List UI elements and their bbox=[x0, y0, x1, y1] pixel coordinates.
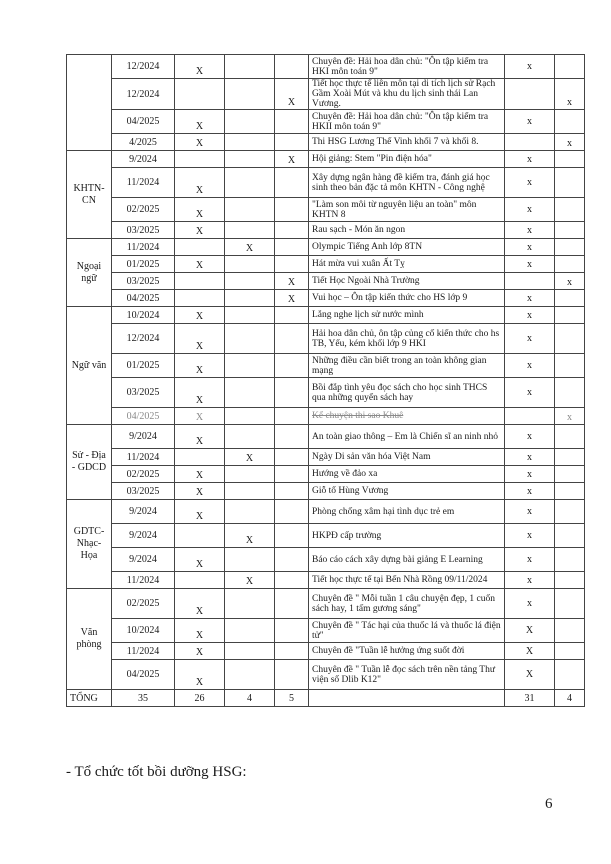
mark-cell: X bbox=[175, 324, 225, 354]
mark-cell bbox=[275, 222, 309, 239]
mark-cell: X bbox=[175, 168, 225, 198]
content-cell: Chuyên đề: Hải hoa dân chủ: "Ôn tập kiểm tra HKII môn toán 9" bbox=[309, 110, 505, 134]
content-cell: Rau sạch - Món ăn ngon bbox=[309, 222, 505, 239]
mark-cell bbox=[555, 110, 585, 134]
mark-cell: X bbox=[175, 307, 225, 324]
mark-cell bbox=[175, 572, 225, 589]
section-heading: - Tổ chức tốt bồi dưỡng HSG: bbox=[66, 764, 247, 780]
subject-cell: Sử - Địa - GDCD bbox=[67, 425, 112, 500]
subject-cell: GDTC-Nhạc-Họa bbox=[67, 500, 112, 589]
date-cell: 04/2025 bbox=[112, 408, 175, 425]
table-row bbox=[67, 168, 585, 198]
mark-cell: x bbox=[505, 378, 555, 408]
mark-cell bbox=[275, 572, 309, 589]
content-cell: Tiết học thực tế tại Bến Nhà Rồng 09/11/2024 bbox=[309, 572, 505, 589]
date-cell: 4/2025 bbox=[112, 134, 175, 151]
content-cell: Những điều cần biết trong an toàn không gian mạng bbox=[309, 354, 505, 378]
mark-cell bbox=[175, 151, 225, 168]
mark-cell bbox=[555, 378, 585, 408]
mark-cell: x bbox=[555, 134, 585, 151]
mark-cell: x bbox=[505, 589, 555, 619]
date-cell: 03/2025 bbox=[112, 483, 175, 500]
mark-cell: X bbox=[505, 643, 555, 660]
mark-cell bbox=[275, 425, 309, 449]
table-row bbox=[67, 425, 585, 449]
mark-cell bbox=[275, 660, 309, 690]
mark-cell bbox=[555, 660, 585, 690]
date-cell: 04/2025 bbox=[112, 290, 175, 307]
mark-cell bbox=[225, 256, 275, 273]
mark-cell bbox=[555, 324, 585, 354]
mark-cell: x bbox=[505, 572, 555, 589]
mark-cell bbox=[275, 55, 309, 79]
content-cell: An toàn giao thông – Em là Chiến sĩ an ninh nhỏ bbox=[309, 425, 505, 449]
total-col-1: 35 bbox=[112, 690, 175, 707]
table-row bbox=[67, 524, 585, 548]
mark-cell bbox=[175, 273, 225, 290]
content-cell: Hát mừa vui xuân Ất Tỵ bbox=[309, 256, 505, 273]
date-cell: 12/2024 bbox=[112, 324, 175, 354]
date-cell: 01/2025 bbox=[112, 354, 175, 378]
total-col-7: 4 bbox=[555, 690, 585, 707]
mark-cell bbox=[275, 324, 309, 354]
mark-cell: X bbox=[175, 256, 225, 273]
subject-cell: Văn phòng bbox=[67, 589, 112, 690]
table-row bbox=[67, 307, 585, 324]
mark-cell: x bbox=[505, 151, 555, 168]
total-col-6: 31 bbox=[505, 690, 555, 707]
subject-cell bbox=[67, 55, 112, 151]
total-col-3: 4 bbox=[225, 690, 275, 707]
mark-cell: x bbox=[505, 256, 555, 273]
date-cell: 9/2024 bbox=[112, 425, 175, 449]
mark-cell bbox=[555, 256, 585, 273]
mark-cell bbox=[225, 660, 275, 690]
date-cell: 12/2024 bbox=[112, 55, 175, 79]
mark-cell bbox=[555, 483, 585, 500]
table-row bbox=[67, 548, 585, 572]
mark-cell bbox=[175, 290, 225, 307]
mark-cell: X bbox=[225, 239, 275, 256]
mark-cell bbox=[225, 619, 275, 643]
mark-cell bbox=[275, 110, 309, 134]
content-cell: Ngày Di sản văn hóa Việt Nam bbox=[309, 449, 505, 466]
total-col-2: 26 bbox=[175, 690, 225, 707]
mark-cell bbox=[555, 572, 585, 589]
mark-cell: X bbox=[175, 110, 225, 134]
content-cell: Bồi đắp tình yêu đọc sách cho học sinh THCS qua những quyển sách hay bbox=[309, 378, 505, 408]
mark-cell: X bbox=[175, 466, 225, 483]
mark-cell: X bbox=[175, 198, 225, 222]
mark-cell bbox=[275, 307, 309, 324]
subject-cell: Ngoại ngữ bbox=[67, 239, 112, 307]
mark-cell bbox=[225, 198, 275, 222]
mark-cell bbox=[225, 79, 275, 110]
mark-cell: x bbox=[505, 483, 555, 500]
date-cell: 04/2025 bbox=[112, 660, 175, 690]
content-cell: Chuyên đề: Hải hoa dân chủ: "Ôn tập kiểm tra HKI môn toán 9" bbox=[309, 55, 505, 79]
table-body bbox=[67, 55, 585, 690]
mark-cell bbox=[275, 239, 309, 256]
mark-cell: X bbox=[175, 378, 225, 408]
mark-cell bbox=[225, 55, 275, 79]
mark-cell bbox=[275, 619, 309, 643]
mark-cell: X bbox=[225, 449, 275, 466]
mark-cell: x bbox=[505, 307, 555, 324]
mark-cell: x bbox=[505, 168, 555, 198]
content-cell: Hải hoa dân chủ, ôn tập củng cố kiến thức cho hs TB, Yếu, kém khối lớp 9 HKI bbox=[309, 324, 505, 354]
mark-cell: X bbox=[175, 500, 225, 524]
mark-cell bbox=[275, 198, 309, 222]
total-col-5 bbox=[309, 690, 505, 707]
total-label: TỔNG bbox=[67, 690, 112, 707]
date-cell: 04/2025 bbox=[112, 110, 175, 134]
table-row bbox=[67, 79, 585, 110]
mark-cell bbox=[555, 500, 585, 524]
content-cell: Giỗ tổ Hùng Vương bbox=[309, 483, 505, 500]
mark-cell bbox=[555, 425, 585, 449]
mark-cell bbox=[225, 290, 275, 307]
content-cell: Chuyên đề "Tuần lễ hưởng ứng suốt đời bbox=[309, 643, 505, 660]
mark-cell bbox=[225, 222, 275, 239]
table-row bbox=[67, 500, 585, 524]
table-row bbox=[67, 466, 585, 483]
mark-cell: x bbox=[505, 55, 555, 79]
mark-cell bbox=[225, 500, 275, 524]
mark-cell bbox=[555, 466, 585, 483]
content-cell: Thi HSG Lương Thế Vinh khối 7 và khối 8. bbox=[309, 134, 505, 151]
mark-cell: X bbox=[175, 222, 225, 239]
content-cell: Hướng về đảo xa bbox=[309, 466, 505, 483]
mark-cell bbox=[225, 408, 275, 425]
mark-cell bbox=[225, 354, 275, 378]
content-cell: HKPĐ cấp trường bbox=[309, 524, 505, 548]
mark-cell bbox=[555, 239, 585, 256]
table-row bbox=[67, 572, 585, 589]
mark-cell: X bbox=[175, 425, 225, 449]
mark-cell bbox=[555, 151, 585, 168]
mark-cell bbox=[225, 425, 275, 449]
date-cell: 11/2024 bbox=[112, 239, 175, 256]
content-cell: Chuyên đề " Mỗi tuần 1 câu chuyện đẹp, 1 cuốn sách hay, 1 tấm gương sáng" bbox=[309, 589, 505, 619]
mark-cell bbox=[275, 408, 309, 425]
mark-cell: x bbox=[505, 222, 555, 239]
mark-cell bbox=[275, 500, 309, 524]
mark-cell bbox=[275, 134, 309, 151]
mark-cell bbox=[275, 643, 309, 660]
table-row bbox=[67, 619, 585, 643]
mark-cell: X bbox=[175, 643, 225, 660]
date-cell: 12/2024 bbox=[112, 79, 175, 110]
table-row bbox=[67, 55, 585, 79]
mark-cell: X bbox=[225, 524, 275, 548]
table-row bbox=[67, 324, 585, 354]
content-cell: Phòng chống xâm hại tình dục trẻ em bbox=[309, 500, 505, 524]
table-row bbox=[67, 449, 585, 466]
mark-cell bbox=[555, 168, 585, 198]
table-row bbox=[67, 198, 585, 222]
content-cell: Xây dựng ngân hàng đề kiểm tra, đánh giá học sinh theo bản đặc tả môn KHTN - Công nghệ bbox=[309, 168, 505, 198]
mark-cell: x bbox=[505, 449, 555, 466]
table-row bbox=[67, 222, 585, 239]
date-cell: 03/2025 bbox=[112, 273, 175, 290]
mark-cell bbox=[555, 619, 585, 643]
mark-cell bbox=[555, 307, 585, 324]
date-cell: 02/2025 bbox=[112, 589, 175, 619]
content-cell: Lắng nghe lịch sử nước mình bbox=[309, 307, 505, 324]
content-cell: Chuyên đề " Tuần lễ đọc sách trên nền tảng Thư viện số Dlib K12" bbox=[309, 660, 505, 690]
mark-cell bbox=[505, 408, 555, 425]
table-row bbox=[67, 239, 585, 256]
mark-cell bbox=[555, 354, 585, 378]
mark-cell: X bbox=[275, 290, 309, 307]
date-cell: 11/2024 bbox=[112, 643, 175, 660]
content-cell: Báo cáo cách xây dựng bài giảng E Learning bbox=[309, 548, 505, 572]
mark-cell bbox=[175, 524, 225, 548]
mark-cell bbox=[175, 239, 225, 256]
mark-cell bbox=[225, 378, 275, 408]
mark-cell bbox=[275, 524, 309, 548]
mark-cell bbox=[225, 168, 275, 198]
mark-cell bbox=[555, 222, 585, 239]
date-cell: 02/2025 bbox=[112, 198, 175, 222]
content-cell: Tiết học thực tế liên môn tại di tích lịch sử Rạch Gầm Xoài Mút và khu du lịch sinh thái Lan Vương. bbox=[309, 79, 505, 110]
mark-cell bbox=[275, 449, 309, 466]
mark-cell bbox=[225, 151, 275, 168]
mark-cell bbox=[225, 589, 275, 619]
mark-cell: x bbox=[505, 425, 555, 449]
mark-cell bbox=[555, 449, 585, 466]
mark-cell bbox=[175, 79, 225, 110]
mark-cell: x bbox=[555, 79, 585, 110]
mark-cell bbox=[275, 548, 309, 572]
table-row bbox=[67, 408, 585, 425]
mark-cell bbox=[505, 134, 555, 151]
mark-cell: X bbox=[175, 354, 225, 378]
mark-cell bbox=[555, 524, 585, 548]
mark-cell: x bbox=[505, 110, 555, 134]
date-cell: 02/2025 bbox=[112, 466, 175, 483]
mark-cell bbox=[555, 548, 585, 572]
mark-cell: X bbox=[275, 151, 309, 168]
mark-cell bbox=[555, 55, 585, 79]
mark-cell bbox=[225, 110, 275, 134]
date-cell: 03/2025 bbox=[112, 378, 175, 408]
content-cell: Chuyên đề " Tác hại của thuốc lá và thuốc lá điện tử" bbox=[309, 619, 505, 643]
table-row bbox=[67, 273, 585, 290]
table-row bbox=[67, 483, 585, 500]
date-cell: 11/2024 bbox=[112, 572, 175, 589]
table-row bbox=[67, 134, 585, 151]
mark-cell: X bbox=[175, 55, 225, 79]
date-cell: 01/2025 bbox=[112, 256, 175, 273]
mark-cell: X bbox=[175, 548, 225, 572]
mark-cell: x bbox=[555, 408, 585, 425]
date-cell: 9/2024 bbox=[112, 524, 175, 548]
mark-cell: X bbox=[275, 79, 309, 110]
content-cell: Olympic Tiếng Anh lớp 8TN bbox=[309, 239, 505, 256]
page-number: 6 bbox=[545, 796, 553, 812]
table-row bbox=[67, 378, 585, 408]
mark-cell bbox=[275, 378, 309, 408]
mark-cell bbox=[555, 198, 585, 222]
mark-cell: x bbox=[505, 198, 555, 222]
mark-cell bbox=[275, 483, 309, 500]
content-cell: Vui học – Ôn tập kiến thức cho HS lớp 9 bbox=[309, 290, 505, 307]
mark-cell bbox=[555, 290, 585, 307]
subject-cell: Ngữ văn bbox=[67, 307, 112, 425]
content-cell: Tiết Học Ngoài Nhà Trường bbox=[309, 273, 505, 290]
mark-cell: x bbox=[505, 239, 555, 256]
table-row bbox=[67, 110, 585, 134]
date-cell: 9/2024 bbox=[112, 151, 175, 168]
mark-cell: X bbox=[175, 619, 225, 643]
subject-cell: KHTN-CN bbox=[67, 151, 112, 239]
table-row bbox=[67, 354, 585, 378]
mark-cell: x bbox=[505, 466, 555, 483]
mark-cell bbox=[505, 79, 555, 110]
mark-cell: X bbox=[175, 134, 225, 151]
date-cell: 11/2024 bbox=[112, 449, 175, 466]
date-cell: 03/2025 bbox=[112, 222, 175, 239]
table-row bbox=[67, 643, 585, 660]
mark-cell: X bbox=[175, 408, 225, 425]
mark-cell bbox=[225, 466, 275, 483]
content-cell: Kể chuyện thi sao Khuê bbox=[309, 408, 505, 425]
mark-cell bbox=[225, 483, 275, 500]
table-row bbox=[67, 256, 585, 273]
mark-cell bbox=[275, 354, 309, 378]
table-row bbox=[67, 660, 585, 690]
mark-cell bbox=[275, 168, 309, 198]
mark-cell bbox=[505, 273, 555, 290]
mark-cell: X bbox=[275, 273, 309, 290]
mark-cell: x bbox=[505, 524, 555, 548]
mark-cell bbox=[555, 643, 585, 660]
mark-cell bbox=[225, 548, 275, 572]
mark-cell bbox=[225, 134, 275, 151]
mark-cell bbox=[275, 256, 309, 273]
mark-cell: x bbox=[555, 273, 585, 290]
mark-cell: X bbox=[175, 660, 225, 690]
mark-cell: x bbox=[505, 290, 555, 307]
total-row bbox=[67, 690, 585, 707]
table-row bbox=[67, 290, 585, 307]
mark-cell bbox=[225, 643, 275, 660]
date-cell: 10/2024 bbox=[112, 619, 175, 643]
date-cell: 9/2024 bbox=[112, 548, 175, 572]
mark-cell bbox=[555, 589, 585, 619]
mark-cell: X bbox=[505, 660, 555, 690]
mark-cell bbox=[225, 324, 275, 354]
mark-cell bbox=[225, 273, 275, 290]
mark-cell bbox=[275, 589, 309, 619]
activity-table bbox=[66, 54, 585, 707]
date-cell: 9/2024 bbox=[112, 500, 175, 524]
table-row bbox=[67, 589, 585, 619]
mark-cell: x bbox=[505, 548, 555, 572]
mark-cell: X bbox=[225, 572, 275, 589]
mark-cell: X bbox=[505, 619, 555, 643]
mark-cell bbox=[175, 449, 225, 466]
mark-cell: x bbox=[505, 500, 555, 524]
date-cell: 11/2024 bbox=[112, 168, 175, 198]
mark-cell: X bbox=[175, 483, 225, 500]
table-row bbox=[67, 151, 585, 168]
date-cell: 10/2024 bbox=[112, 307, 175, 324]
mark-cell: X bbox=[175, 589, 225, 619]
mark-cell bbox=[275, 466, 309, 483]
total-col-4: 5 bbox=[275, 690, 309, 707]
mark-cell: x bbox=[505, 324, 555, 354]
content-cell: Hội giảng: Stem "Pin điện hóa" bbox=[309, 151, 505, 168]
content-cell: "Làm son môi từ nguyên liệu an toàn" môn KHTN 8 bbox=[309, 198, 505, 222]
mark-cell: x bbox=[505, 354, 555, 378]
mark-cell bbox=[225, 307, 275, 324]
